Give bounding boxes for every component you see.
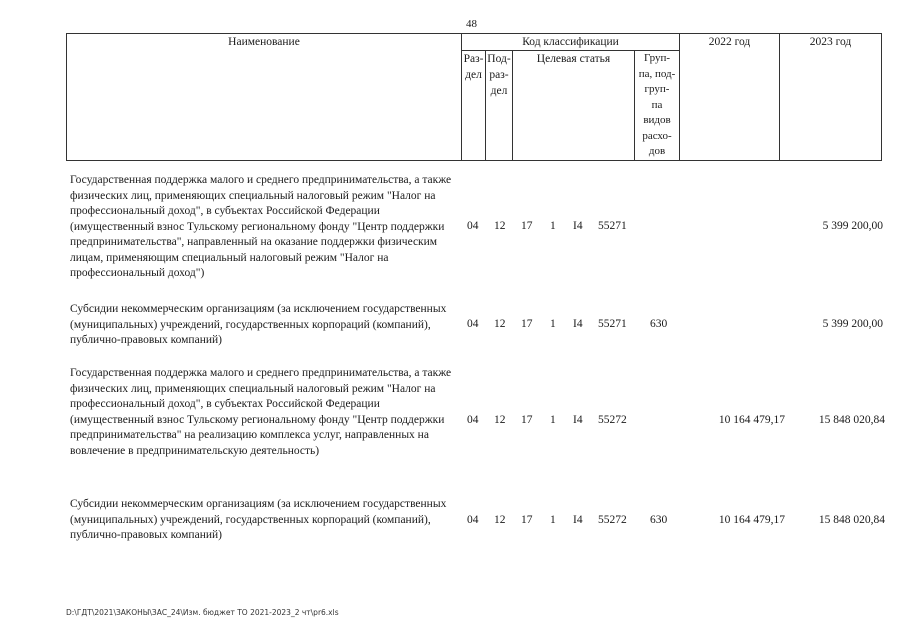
header-year-2022: 2022 год [680,34,780,161]
row-2-cs2: 1 [550,318,556,330]
row-4-cs4: 55272 [598,514,627,526]
row-2-razdel: 04 [467,318,479,330]
row-3-cs3: I4 [573,414,583,426]
header-table [66,33,882,161]
row-1-cs4: 55271 [598,220,627,232]
row-1-cs3: I4 [573,220,583,232]
row-2-podrazdel: 12 [494,318,506,330]
row-2-name: Субсидии некоммерческим организациям (за исключением государственных (муниципальных) учреждений, государственных корпораций (компаний), публично-правовых компаний) [70,303,447,346]
header-year-2023: 2023 год [780,34,882,161]
row-1-razdel: 04 [467,220,479,232]
row-2-cs3: I4 [573,318,583,330]
header-vid: Груп- па, под- груп- па видов расхо- дов [635,51,680,161]
row-3-2023: 15 848 020,84 [818,414,885,426]
header-podrazdel: Под- раз- дел [486,51,513,161]
row-4-cs3: I4 [573,514,583,526]
row-4-2022: 10 164 479,17 [718,514,785,526]
row-2-2023: 5 399 200,00 [822,318,883,330]
header-name: Наименование [67,34,462,161]
row-4-cs1: 17 [521,514,533,526]
row-1-podrazdel: 12 [494,220,506,232]
row-4-podrazdel: 12 [494,514,506,526]
header-code-group: Код классификации [462,34,680,51]
row-2-vid: 630 [650,318,668,330]
row-3-cs1: 17 [521,414,533,426]
row-4-razdel: 04 [467,514,479,526]
row-4-vid: 630 [650,514,668,526]
row-3-name: Государственная поддержка малого и среднего предпринимательства, а также физических лиц, применяющих специальный налоговый режим "Налог на профессиональный доход", в субъектах Российской Федерации (имущественный взнос Тульскому региональному фонду "Центр поддержки предпринимательства" на реализацию комплекса услуг, направленных на вовлечение в предпринимательскую деятельность) [70,367,452,457]
row-3-podrazdel: 12 [494,414,506,426]
row-3-razdel: 04 [467,414,479,426]
header-target: Целевая статья [513,51,635,161]
row-1-cs1: 17 [521,220,533,232]
row-1-name: Государственная поддержка малого и среднего предпринимательства, а также физических лиц, применяющих специальный налоговый режим "Налог на профессиональный доход", в субъектах Российской Федерации (имущественный взнос Тульскому региональному фонду "Центр поддержки предпринимательства", направленный на оказание поддержки физическим лицам, применяющим специальный налоговый режим "Налог на профессиональный доход") [70,174,452,279]
header-razdel: Раз- дел [462,51,486,161]
row-4-name: Субсидии некоммерческим организациям (за исключением государственных (муниципальных) учреждений, государственных корпораций (компаний), публично-правовых компаний) [70,498,447,541]
page-number: 48 [466,18,477,30]
row-4-2023: 15 848 020,84 [818,514,885,526]
row-3-cs2: 1 [550,414,556,426]
row-1-cs2: 1 [550,220,556,232]
row-3-2022: 10 164 479,17 [718,414,785,426]
file-path-footer: D:\ГДТ\2021\ЗАКОНЫ\ЗАС_24\Изм. бюджет ТО 2021-2023_2 чт\pr6.xls [66,608,339,617]
row-2-cs4: 55271 [598,318,627,330]
row-3-cs4: 55272 [598,414,627,426]
row-2-cs1: 17 [521,318,533,330]
row-1-2023: 5 399 200,00 [822,220,883,232]
row-4-cs2: 1 [550,514,556,526]
